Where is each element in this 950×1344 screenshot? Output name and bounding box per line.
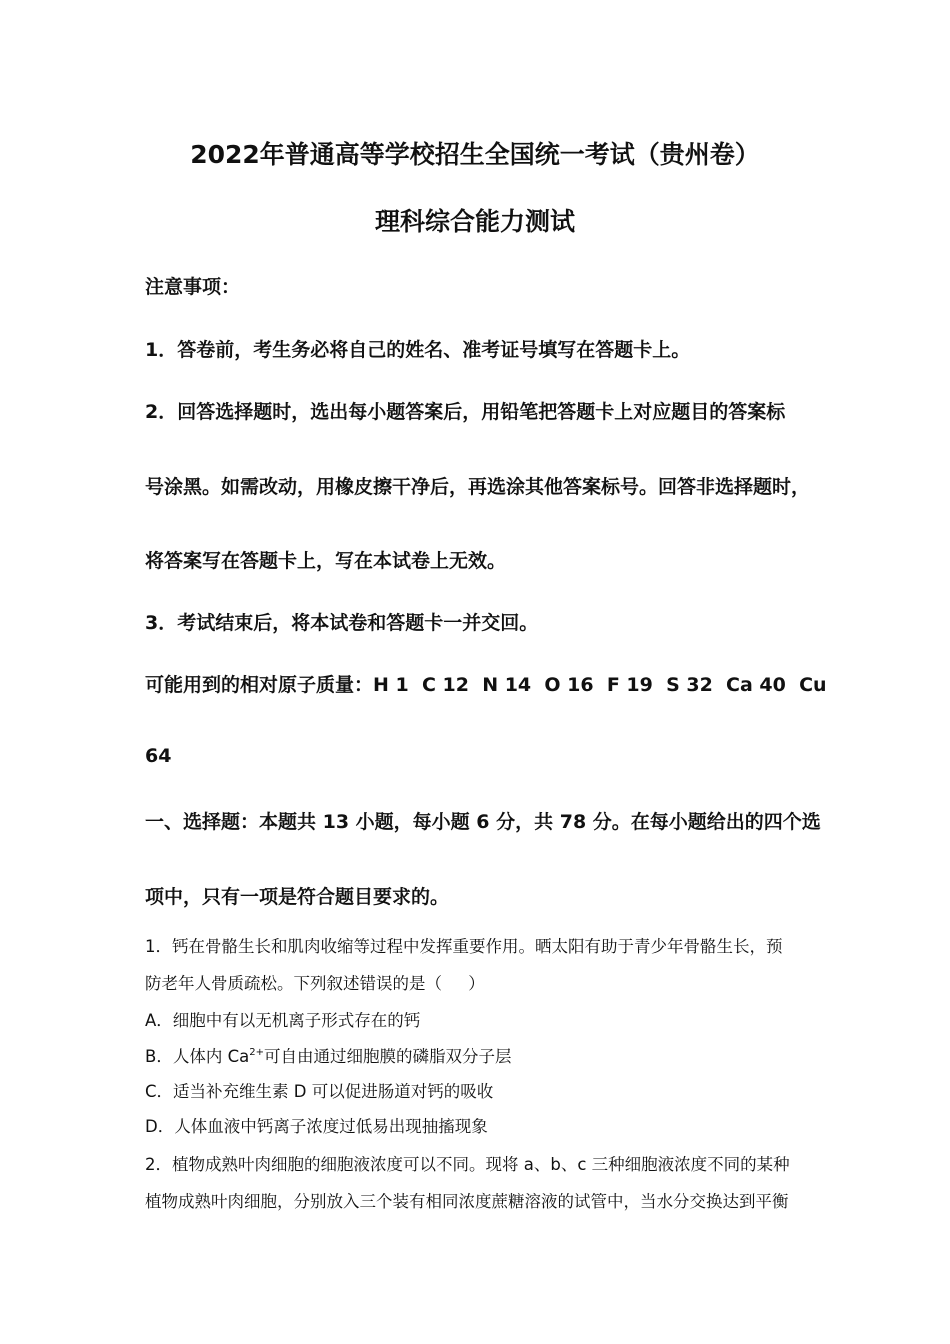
- question-1-option-c: C．适当补充维生素 D 可以促进肠道对钙的吸收: [145, 1082, 494, 1101]
- question-1-option-b: [145, 1043, 511, 1067]
- notice-item-3: 3．考试结束后，将本试卷和答题卡一并交回。: [145, 612, 539, 634]
- question-1-option-a: A．细胞中有以无机离子形式存在的钙: [145, 1011, 421, 1030]
- notice-item-2-line-3: 将答案写在答题卡上，写在本试卷上无效。: [145, 550, 507, 572]
- exam-subtitle: 理科综合能力测试: [374, 207, 575, 236]
- option-b-superscript: 2+: [249, 1047, 264, 1058]
- section-heading-line-1: 一、选择题：本题共 13 小题，每小题 6 分，共 78 分。在每小题给出的四个选: [145, 811, 821, 833]
- notice-item-2-line-2: 号涂黑。如需改动，用橡皮擦干净后，再选涂其他答案标号。回答非选择题时，: [145, 476, 811, 498]
- option-b-prefix: B．人体内 Ca: [145, 1047, 250, 1066]
- question-2-stem-line-1: 2．植物成熟叶肉细胞的细胞液浓度可以不同。现将 a、b、c 三种细胞液浓度不同的某种: [145, 1155, 790, 1174]
- notice-heading: 注意事项：: [145, 276, 241, 298]
- notice-item-2-line-1: 2．回答选择题时，选出每小题答案后，用铅笔把答题卡上对应题目的答案标: [145, 401, 786, 423]
- question-1-stem-line-2: 防老年人骨质疏松。下列叙述错误的是（ ）: [145, 974, 485, 993]
- exam-title: 2022年普通高等学校招生全国统一考试（贵州卷）: [190, 140, 760, 169]
- question-2-stem-line-2: 植物成熟叶肉细胞，分别放入三个装有相同浓度蔗糖溶液的试管中，当水分交换达到平衡: [145, 1192, 789, 1211]
- atomic-masses-line-2: 64: [145, 745, 172, 767]
- notice-item-1: 1．答卷前，考生务必将自己的姓名、准考证号填写在答题卡上。: [145, 339, 691, 361]
- option-b-suffix: 可自由通过细胞膜的磷脂双分子层: [263, 1047, 512, 1066]
- question-1-stem-line-1: 1．钙在骨骼生长和肌肉收缩等过程中发挥重要作用。晒太阳有助于青少年骨骼生长，预: [145, 937, 783, 956]
- section-heading-line-2: 项中，只有一项是符合题目要求的。: [145, 886, 450, 908]
- atomic-masses-line-1: 可能用到的相对原子质量：H 1 C 12 N 14 O 16 F 19 S 32 Ca 40 Cu: [145, 674, 827, 696]
- question-1-option-d: D．人体血液中钙离子浓度过低易出现抽搐现象: [145, 1117, 488, 1136]
